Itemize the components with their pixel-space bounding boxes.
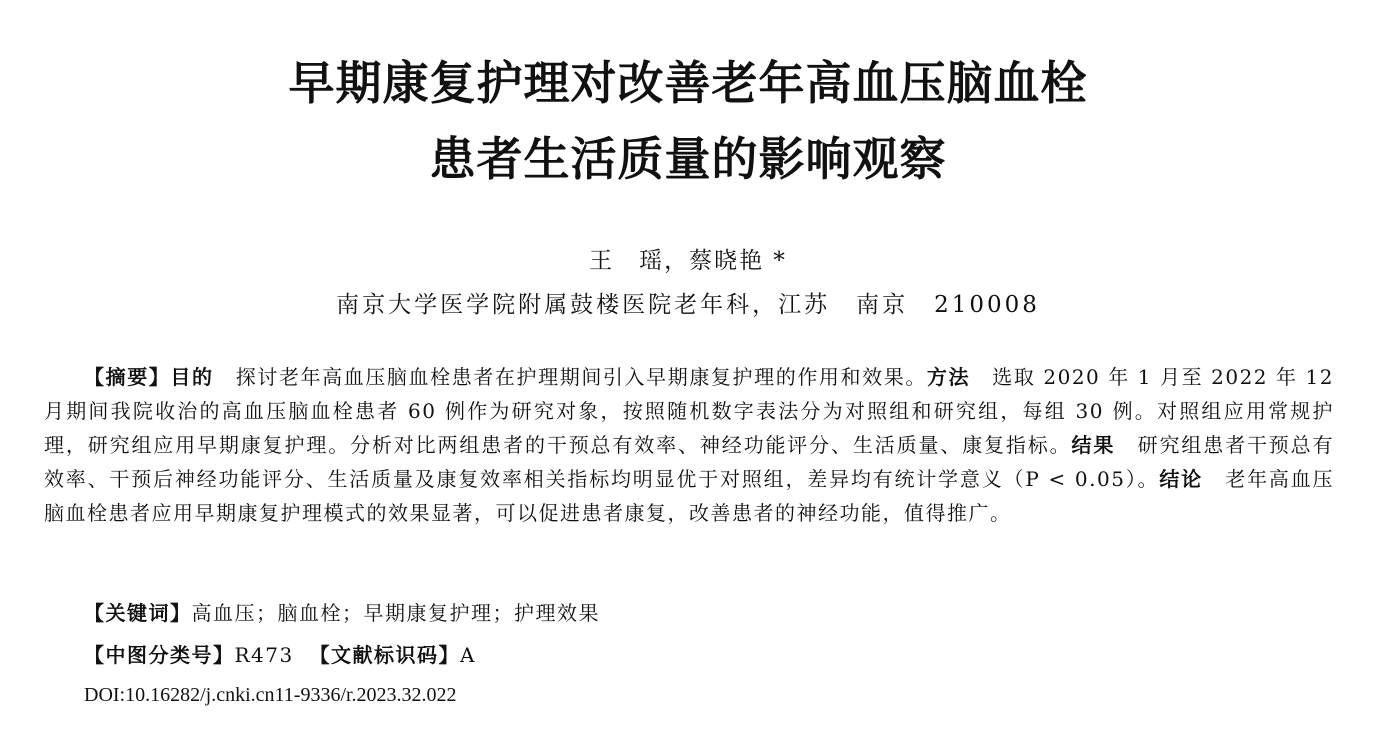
clc-label: 【中图分类号】 <box>84 643 235 667</box>
methods-text: 选取 2020 年 1 月至 2022 年 12 月期间我院收治的高血压脑血栓患者 60 例作为研究对象，按照随机数字表法分为对照组和研究组，每组 30 例。对照组应用常规护理，研究组应用早期康复护理。分析对比两组患者的干预总有效率、神经功能评分、生活质量、康复指标。 <box>44 365 1335 457</box>
doi-line: DOI:10.16282/j.cnki.cn11-9336/r.2023.32.022 <box>84 684 457 706</box>
objective-label: 目的 <box>170 365 214 389</box>
methods-label: 方法 <box>926 365 971 389</box>
author-affiliation: 南京大学医学院附属鼓楼医院老年科，江苏 南京 210008 <box>336 292 1040 318</box>
document-code-label: 【文献标识码】 <box>309 643 460 667</box>
conclusion-text: 老年高血压脑血栓患者应用早期康复护理模式的效果显著，可以促进患者康复，改善患者的神经功能，值得推广。 <box>44 467 1335 525</box>
abstract-label: 【摘要】 <box>84 365 171 389</box>
keywords-label: 【关键词】 <box>84 601 192 625</box>
objective-text: 探讨老年高血压脑血栓患者在护理期间引入早期康复护理的作用和效果。 <box>235 365 927 389</box>
document-code-value: A <box>459 643 476 667</box>
keywords-value: 高血压；脑血栓；早期康复护理；护理效果 <box>191 601 600 625</box>
abstract-paragraph <box>44 360 1334 530</box>
keywords-line <box>84 598 600 628</box>
paper-title-line-2: 患者生活质量的影响观察 <box>429 132 947 186</box>
paper-title-line-1: 早期康复护理对改善老年高血压脑血栓 <box>288 56 1088 110</box>
conclusion-label: 结论 <box>1159 467 1203 491</box>
classification-line <box>84 640 476 670</box>
results-text: 研究组患者干预总有效率、干预后神经功能评分、生活质量及康复效率相关指标均明显优于对照组，差异均有统计学意义（P < 0.05）。 <box>44 433 1335 491</box>
results-label: 结果 <box>1071 433 1116 457</box>
clc-value: R473 <box>234 643 294 667</box>
author-list: 王 瑶，蔡晓艳 * <box>589 248 787 274</box>
